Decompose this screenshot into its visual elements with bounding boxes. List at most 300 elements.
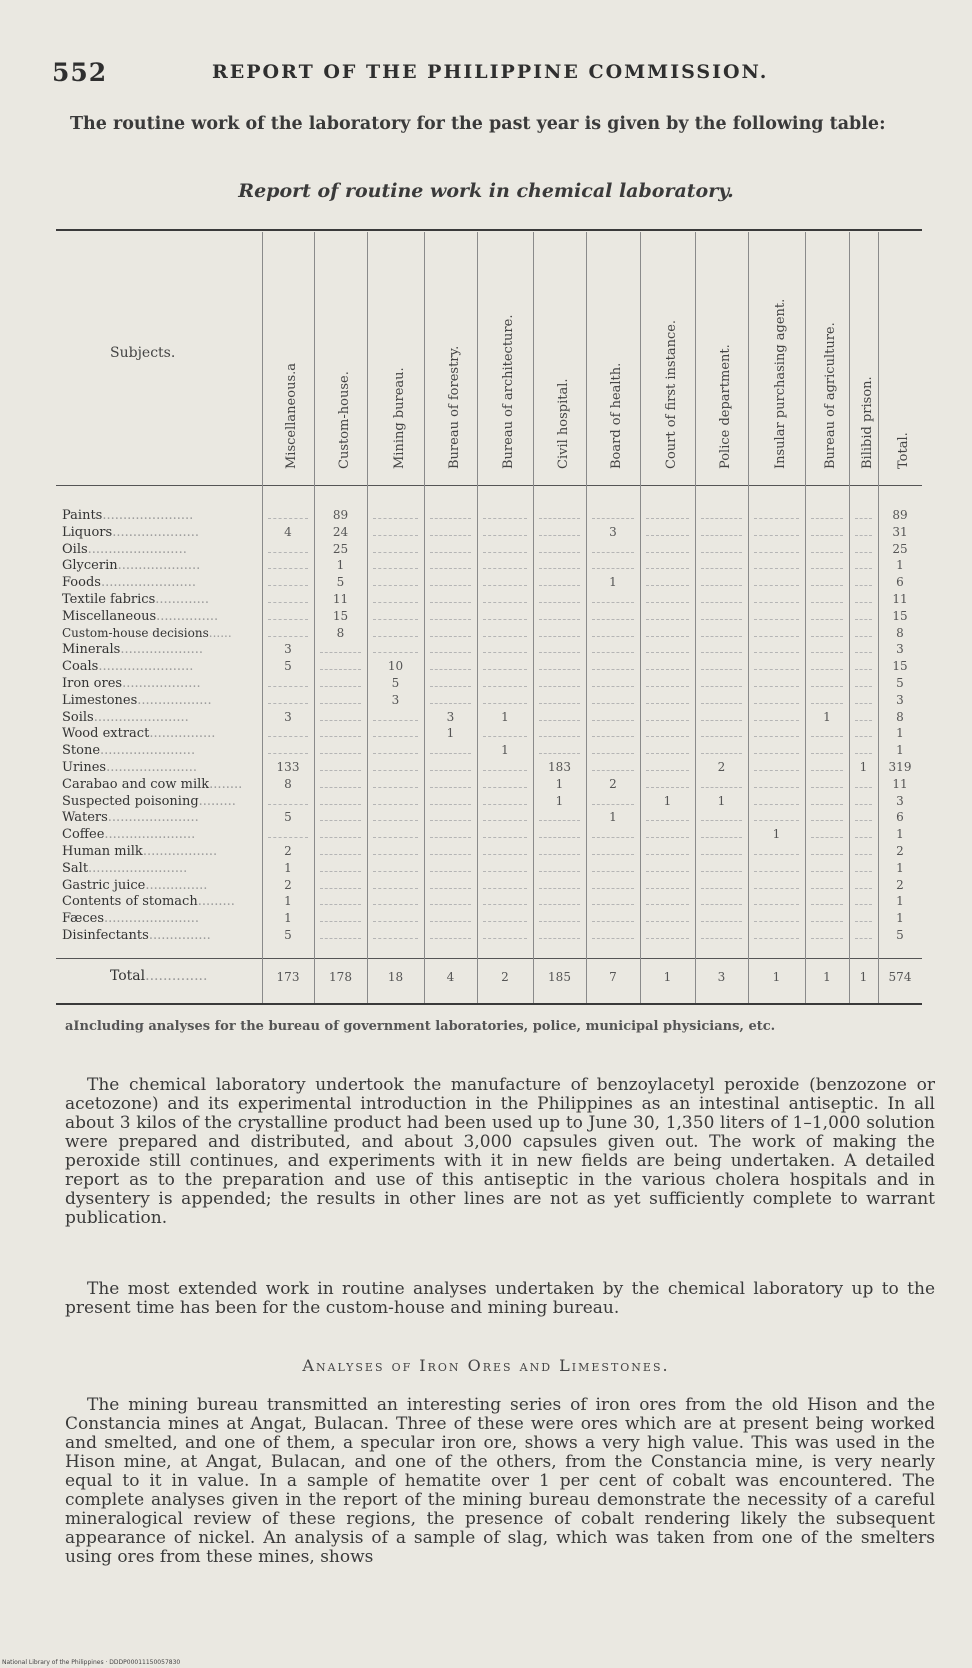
table-cell: 2: [896, 877, 904, 892]
table-cell: 24: [332, 524, 349, 539]
table-cell: 3: [284, 642, 292, 657]
table-cell: 5: [284, 659, 292, 674]
total-cell: 2: [501, 970, 509, 984]
table-cell: 1: [501, 743, 509, 758]
empty-cell: [483, 736, 527, 737]
empty-cell: [701, 652, 742, 653]
empty-cell: [373, 770, 418, 771]
empty-cell: [855, 552, 872, 553]
table-cell: 25: [332, 541, 349, 556]
total-cell: 18: [387, 970, 404, 984]
empty-cell: [430, 871, 471, 872]
empty-cell: [483, 820, 527, 821]
empty-cell: [268, 753, 308, 754]
empty-cell: [268, 518, 308, 519]
empty-cell: [268, 703, 308, 704]
empty-cell: [592, 804, 634, 805]
empty-cell: [320, 837, 361, 838]
row-label: Gastric juice...............: [62, 877, 208, 893]
row-label: Oils........................: [62, 541, 187, 557]
empty-cell: [539, 552, 580, 553]
empty-cell: [646, 904, 689, 905]
empty-cell: [430, 854, 471, 855]
total-cell: 7: [609, 970, 617, 984]
empty-cell: [646, 787, 689, 788]
empty-cell: [701, 602, 742, 603]
empty-cell: [483, 669, 527, 670]
empty-cell: [320, 652, 361, 653]
row-label: Limestones..................: [62, 692, 212, 708]
column-header-label: Police department.: [717, 344, 733, 469]
empty-cell: [646, 921, 689, 922]
table-cell: 10: [387, 659, 404, 674]
empty-cell: [646, 602, 689, 603]
empty-cell: [855, 871, 872, 872]
empty-cell: [430, 787, 471, 788]
empty-cell: [811, 888, 843, 889]
table-cell: 4: [284, 524, 292, 539]
empty-cell: [855, 518, 872, 519]
empty-cell: [754, 585, 799, 586]
column-header-label: Miscellaneous.a: [284, 363, 299, 469]
empty-cell: [483, 602, 527, 603]
table-cell: 1: [896, 860, 904, 875]
table-cell: 6: [896, 810, 904, 825]
empty-cell: [320, 820, 361, 821]
table-cell: 1: [609, 575, 617, 590]
empty-cell: [754, 804, 799, 805]
empty-cell: [539, 652, 580, 653]
table-cell: 1: [501, 709, 509, 724]
total-label: Total..............: [110, 968, 208, 984]
empty-cell: [539, 686, 580, 687]
empty-cell: [268, 736, 308, 737]
empty-cell: [320, 804, 361, 805]
empty-cell: [320, 854, 361, 855]
table-cell: 1: [609, 810, 617, 825]
empty-cell: [320, 720, 361, 721]
row-label: Miscellaneous...............: [62, 608, 219, 624]
empty-cell: [592, 636, 634, 637]
empty-cell: [483, 787, 527, 788]
table-cell: 6: [896, 575, 904, 590]
empty-cell: [430, 619, 471, 620]
empty-cell: [539, 669, 580, 670]
empty-cell: [373, 921, 418, 922]
empty-cell: [268, 619, 308, 620]
table-cell: 8: [284, 776, 292, 791]
empty-cell: [268, 804, 308, 805]
subjects-header: Subjects.: [110, 345, 176, 361]
empty-cell: [701, 535, 742, 536]
empty-cell: [701, 703, 742, 704]
empty-cell: [646, 619, 689, 620]
table-cell: 1: [772, 827, 781, 842]
empty-cell: [754, 552, 799, 553]
empty-cell: [855, 753, 872, 754]
empty-cell: [539, 736, 580, 737]
empty-cell: [701, 871, 742, 872]
empty-cell: [855, 736, 872, 737]
empty-cell: [811, 787, 843, 788]
empty-cell: [373, 636, 418, 637]
empty-cell: [754, 770, 799, 771]
empty-cell: [373, 518, 418, 519]
empty-cell: [855, 535, 872, 536]
paragraph-1: The chemical laboratory undertook the manufacture of benzoylacetyl peroxide (benzozone or acetozone) and its experimental introduction in the Philippines as an intestinal antiseptic. In all about 3 kilos of the crystalline product had been used up to June 30, 1,350 liters of 1–1,000 solution were prepared and distributed, and about 3,000 capsules given out. The work of making the peroxide still continues, and experiments with it in new fields are being undertaken. A detailed report as to the preparation and use of this antiseptic in the various cholera hospitals and in dysentery is appended; the results in other lines are not as yet sufficiently complete to warrant publication.: [65, 1075, 935, 1228]
empty-cell: [539, 837, 580, 838]
scan-footer: National Library of the Philippines · DDDP00011150057830: [2, 1659, 181, 1666]
row-label: Coffee......................: [62, 827, 196, 843]
empty-cell: [754, 619, 799, 620]
empty-cell: [373, 938, 418, 939]
empty-cell: [320, 921, 361, 922]
empty-cell: [483, 921, 527, 922]
empty-cell: [539, 602, 580, 603]
empty-cell: [483, 804, 527, 805]
table-cell: 1: [284, 894, 292, 909]
empty-cell: [754, 904, 799, 905]
table-cell: 8: [336, 625, 345, 640]
table-cell: 2: [717, 760, 726, 774]
table-cell: 1: [284, 911, 292, 926]
row-label: Carabao and cow milk........: [62, 776, 243, 792]
empty-cell: [483, 518, 527, 519]
empty-cell: [430, 535, 471, 536]
empty-cell: [811, 770, 843, 771]
empty-cell: [373, 720, 418, 721]
row-label: Wood extract................: [62, 726, 216, 742]
empty-cell: [430, 888, 471, 889]
empty-cell: [592, 652, 634, 653]
empty-cell: [483, 552, 527, 553]
empty-cell: [855, 938, 872, 939]
empty-cell: [592, 921, 634, 922]
empty-cell: [811, 636, 843, 637]
table-cell: 1: [717, 793, 726, 808]
empty-cell: [373, 871, 418, 872]
empty-cell: [855, 837, 872, 838]
empty-cell: [754, 703, 799, 704]
empty-cell: [855, 888, 872, 889]
empty-cell: [646, 753, 689, 754]
empty-cell: [592, 568, 634, 569]
table-caption: Report of routine work in chemical laboratory.: [238, 180, 734, 202]
empty-cell: [483, 585, 527, 586]
empty-cell: [320, 669, 361, 670]
empty-cell: [811, 602, 843, 603]
column-header: [695, 232, 748, 475]
row-label: Soils.......................: [62, 709, 189, 725]
empty-cell: [483, 535, 527, 536]
empty-cell: [592, 753, 634, 754]
empty-cell: [754, 921, 799, 922]
empty-cell: [430, 938, 471, 939]
table-cell: 15: [892, 608, 908, 623]
empty-cell: [592, 619, 634, 620]
empty-cell: [855, 820, 872, 821]
empty-cell: [754, 871, 799, 872]
column-header-label: Bureau of architecture.: [501, 314, 516, 469]
empty-cell: [320, 686, 361, 687]
table-cell: 1: [896, 827, 904, 842]
empty-cell: [592, 871, 634, 872]
table-cell: 2: [896, 844, 904, 858]
empty-cell: [855, 703, 872, 704]
empty-cell: [430, 636, 471, 637]
row-label: Foods.......................: [62, 575, 197, 591]
table-cell: 1: [859, 760, 868, 774]
empty-cell: [701, 720, 742, 721]
empty-cell: [430, 518, 471, 519]
empty-cell: [855, 585, 872, 586]
empty-cell: [646, 636, 689, 637]
column-header-label: Bureau of agriculture.: [823, 322, 838, 469]
empty-cell: [320, 770, 361, 771]
row-label: Contents of stomach.........: [62, 894, 235, 910]
column-header: [477, 232, 533, 475]
empty-cell: [811, 921, 843, 922]
empty-cell: [646, 535, 689, 536]
empty-cell: [320, 753, 361, 754]
empty-cell: [646, 652, 689, 653]
empty-cell: [592, 602, 634, 603]
empty-cell: [646, 686, 689, 687]
empty-cell: [811, 585, 843, 586]
empty-cell: [483, 568, 527, 569]
empty-cell: [483, 837, 527, 838]
empty-cell: [539, 568, 580, 569]
empty-cell: [373, 820, 418, 821]
empty-cell: [646, 518, 689, 519]
empty-cell: [754, 938, 799, 939]
empty-cell: [701, 552, 742, 553]
empty-cell: [539, 888, 580, 889]
empty-cell: [701, 837, 742, 838]
empty-cell: [430, 904, 471, 905]
empty-cell: [373, 837, 418, 838]
empty-cell: [646, 736, 689, 737]
empty-cell: [754, 669, 799, 670]
empty-cell: [701, 904, 742, 905]
empty-cell: [430, 820, 471, 821]
table-cell: 133: [276, 760, 300, 774]
empty-cell: [811, 938, 843, 939]
table-cell: 1: [663, 793, 672, 808]
empty-cell: [373, 787, 418, 788]
empty-cell: [646, 669, 689, 670]
empty-cell: [373, 619, 418, 620]
column-header: [367, 232, 424, 475]
empty-cell: [646, 837, 689, 838]
empty-cell: [811, 703, 843, 704]
empty-cell: [483, 871, 527, 872]
empty-cell: [592, 938, 634, 939]
table-cell: 15: [332, 608, 349, 623]
row-label: Salt........................: [62, 860, 188, 876]
table-cell: 25: [892, 541, 908, 556]
empty-cell: [855, 602, 872, 603]
empty-cell: [483, 636, 527, 637]
empty-cell: [754, 854, 799, 855]
column-header-label: Mining bureau.: [391, 367, 407, 469]
empty-cell: [483, 703, 527, 704]
column-header-label: Bilibid prison.: [859, 376, 875, 469]
empty-cell: [701, 921, 742, 922]
total-cell: 178: [329, 970, 352, 984]
table-cell: 89: [332, 508, 349, 522]
table-cell: 1: [896, 726, 904, 741]
empty-cell: [539, 904, 580, 905]
table-cell: 3: [609, 524, 617, 539]
empty-cell: [430, 669, 471, 670]
empty-cell: [373, 904, 418, 905]
row-label: Liquors.....................: [62, 524, 199, 540]
table-cell: 5: [391, 676, 400, 690]
empty-cell: [592, 518, 634, 519]
empty-cell: [811, 535, 843, 536]
empty-cell: [373, 535, 418, 536]
column-header-label: Total.: [896, 432, 911, 469]
empty-cell: [592, 686, 634, 687]
column-header: [262, 232, 314, 475]
empty-cell: [855, 652, 872, 653]
column-header-label: Custom-house.: [336, 371, 352, 469]
column-header: [849, 232, 878, 475]
column-header: [640, 232, 695, 475]
empty-cell: [430, 753, 471, 754]
empty-cell: [373, 854, 418, 855]
page-header: [52, 58, 922, 90]
empty-cell: [592, 770, 634, 771]
total-cell: 1: [772, 970, 781, 984]
column-header: [748, 232, 805, 475]
empty-cell: [592, 669, 634, 670]
empty-cell: [701, 888, 742, 889]
paragraph-2: The most extended work in routine analyses undertaken by the chemical laboratory up to the present time has been for the custom-house and mining bureau.: [65, 1279, 935, 1318]
empty-cell: [430, 652, 471, 653]
empty-cell: [483, 770, 527, 771]
empty-cell: [701, 568, 742, 569]
empty-cell: [646, 871, 689, 872]
empty-cell: [430, 921, 471, 922]
empty-cell: [483, 686, 527, 687]
table-total-rule: [56, 958, 922, 959]
empty-cell: [754, 602, 799, 603]
empty-cell: [483, 938, 527, 939]
empty-cell: [592, 837, 634, 838]
row-label: Coals.......................: [62, 659, 194, 675]
empty-cell: [539, 871, 580, 872]
empty-cell: [811, 652, 843, 653]
row-label: Paints......................: [62, 508, 194, 523]
table-cell: 3: [391, 692, 400, 707]
row-label: Custom-house decisions......: [62, 625, 232, 640]
empty-cell: [811, 736, 843, 737]
empty-cell: [268, 636, 308, 637]
row-label: Disinfectants...............: [62, 928, 211, 943]
table-bottom-rule: [56, 1003, 922, 1005]
empty-cell: [539, 921, 580, 922]
empty-cell: [430, 703, 471, 704]
empty-cell: [754, 888, 799, 889]
empty-cell: [646, 820, 689, 821]
body-paragraph-2: [65, 1280, 935, 1318]
empty-cell: [754, 720, 799, 721]
empty-cell: [855, 686, 872, 687]
empty-cell: [430, 602, 471, 603]
running-head: REPORT OF THE PHILIPPINE COMMISSION.: [212, 61, 769, 83]
table-cell: 1: [823, 709, 831, 724]
row-label: Waters......................: [62, 810, 199, 826]
row-label: Glycerin....................: [62, 558, 201, 574]
empty-cell: [373, 804, 418, 805]
empty-cell: [430, 770, 471, 771]
empty-cell: [268, 585, 308, 586]
empty-cell: [811, 753, 843, 754]
empty-cell: [701, 938, 742, 939]
column-header: [314, 232, 367, 475]
empty-cell: [855, 568, 872, 569]
empty-cell: [430, 686, 471, 687]
empty-cell: [855, 636, 872, 637]
empty-cell: [430, 837, 471, 838]
total-cell: 1: [859, 970, 868, 984]
empty-cell: [754, 753, 799, 754]
empty-cell: [483, 888, 527, 889]
table-cell: 1: [336, 558, 345, 573]
empty-cell: [373, 753, 418, 754]
empty-cell: [539, 619, 580, 620]
empty-cell: [539, 854, 580, 855]
empty-cell: [592, 720, 634, 721]
empty-cell: [701, 736, 742, 737]
row-label: Urines......................: [62, 760, 197, 775]
empty-cell: [592, 904, 634, 905]
table-cell: 5: [896, 928, 904, 942]
empty-cell: [320, 938, 361, 939]
table-cell: 5: [284, 928, 292, 942]
empty-cell: [754, 518, 799, 519]
empty-cell: [539, 703, 580, 704]
empty-cell: [754, 820, 799, 821]
empty-cell: [592, 888, 634, 889]
table-cell: 8: [896, 625, 904, 640]
empty-cell: [373, 736, 418, 737]
empty-cell: [483, 619, 527, 620]
table-cell: 319: [888, 760, 912, 774]
empty-cell: [855, 787, 872, 788]
column-header-label: Court of first instance.: [663, 319, 679, 469]
empty-cell: [811, 837, 843, 838]
table-cell: 1: [896, 558, 904, 573]
row-label: Suspected poisoning.........: [62, 793, 236, 809]
table-top-rule: [56, 229, 922, 231]
table-footnote: aIncluding analyses for the bureau of government laboratories, police, municipal physicians, etc.: [65, 1019, 776, 1034]
empty-cell: [646, 854, 689, 855]
table-cell: 11: [332, 592, 349, 606]
table-cell: 5: [336, 575, 345, 590]
empty-cell: [539, 753, 580, 754]
total-cell: 4: [446, 970, 455, 984]
table-cell: 1: [896, 894, 904, 909]
empty-cell: [701, 636, 742, 637]
empty-cell: [539, 585, 580, 586]
empty-cell: [855, 921, 872, 922]
empty-cell: [320, 736, 361, 737]
table-cell: 15: [892, 659, 908, 674]
table-cell: 2: [284, 844, 292, 858]
